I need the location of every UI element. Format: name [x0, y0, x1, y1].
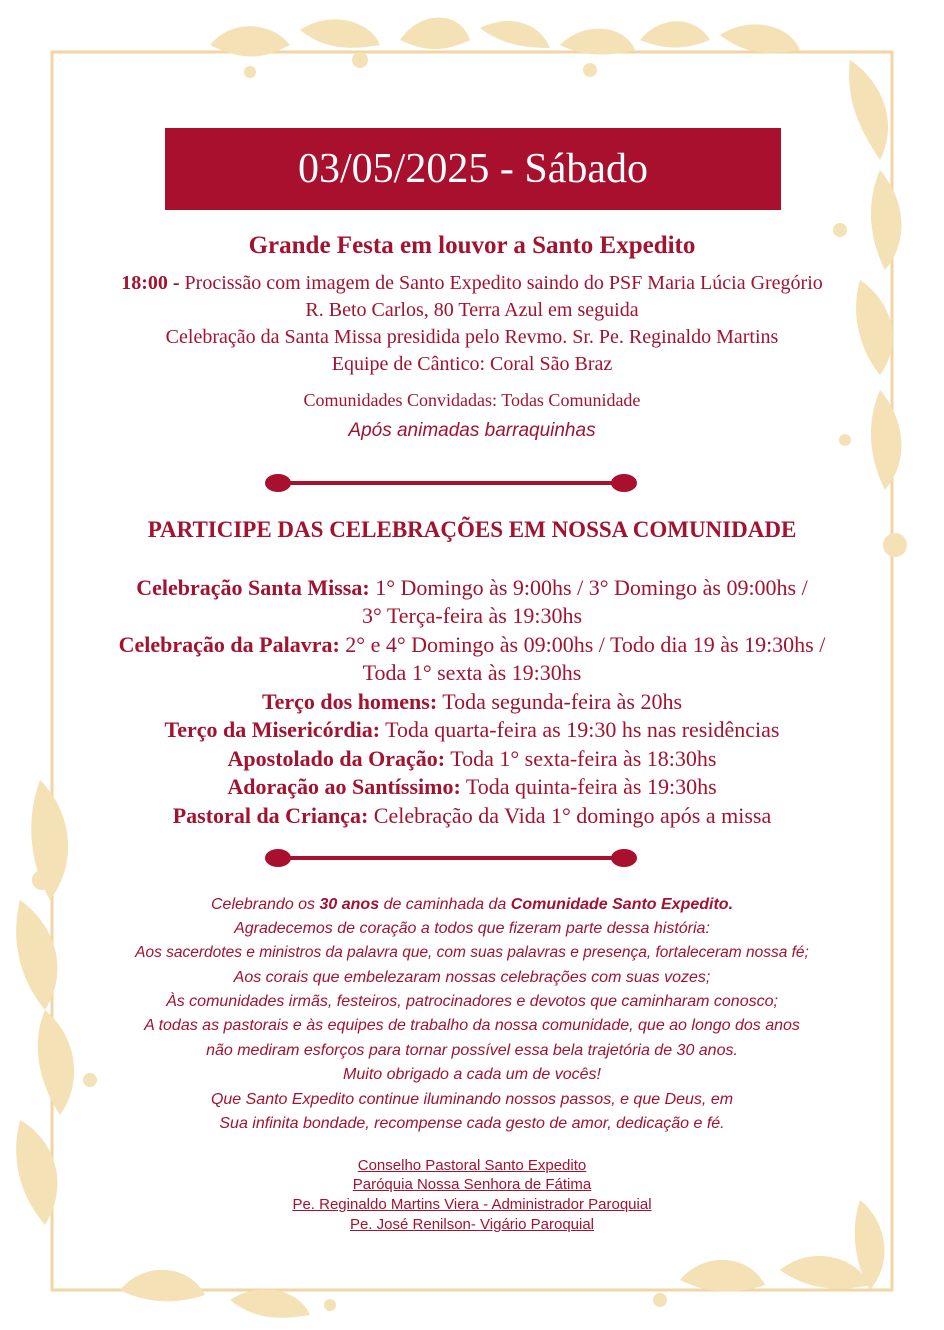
thanks-line5: Às comunidades irmãs, festeiros, patrocinadores e devotos que caminharam conosco;	[166, 993, 778, 1010]
thanks-line3: Aos sacerdotes e ministros da palavra que, com suas palavras e presença, fortaleceram nossa fé;	[135, 944, 809, 961]
thanks-line10: Sua infinita bondade, recompense cada gesto de amor, dedicação e fé.	[219, 1115, 725, 1132]
thanks-line6: A todas as pastorais e às equipes de trabalho da nossa comunidade, que ao longo dos anos	[144, 1017, 800, 1034]
signature-conselho[interactable]: Conselho Pastoral Santo Expedito	[357, 1157, 587, 1174]
sched-palavra: Celebração da Palavra: 2° e 4° Domingo às 09:00hs / Todo dia 19 às 19:30hs /	[118, 632, 826, 657]
thanks-line4: Aos corais que embelezaram nossas celebrações com suas vozes;	[233, 969, 711, 986]
signature-administrador[interactable]: Pe. Reginaldo Martins Viera - Administrador Paroquial	[292, 1196, 652, 1213]
divider-top	[262, 470, 640, 496]
festa-line3: Celebração da Santa Missa presidida pelo Revmo. Sr. Pe. Reginaldo Martins	[165, 326, 779, 348]
thanks-line9: Que Santo Expedito continue iluminando nossos passos, e que Deus, em	[210, 1091, 734, 1108]
sched-apostolado: Apostolado da Oração: Toda 1° sexta-feira às 18:30hs	[227, 746, 717, 771]
sched-missa-2: 3° Terça-feira às 19:30hs	[361, 603, 583, 628]
divider-bottom	[262, 845, 640, 871]
signature-vigario[interactable]: Pe. José Renilson- Vigário Paroquial	[349, 1216, 595, 1233]
festa-line1: 18:00 - Procissão com imagem de Santo Expedito saindo do PSF Maria Lúcia Gregório	[121, 272, 823, 294]
festa-time: 18:00 -	[121, 272, 180, 294]
thanks-line2: Agradecemos de coração a todos que fizeram parte dessa história:	[234, 920, 710, 937]
festa-communities: Comunidades Convidadas: Todas Comunidade	[303, 390, 641, 410]
date-banner: 03/05/2025 - Sábado	[165, 128, 781, 210]
festa-line4: Equipe de Cântico: Coral São Braz	[331, 353, 613, 375]
sched-adoracao: Adoração ao Santíssimo: Toda quinta-feira às 19:30hs	[227, 774, 717, 799]
thanks-line1: Celebrando os 30 anos de caminhada da Comunidade Santo Expedito.	[210, 896, 734, 913]
sched-missa: Celebração Santa Missa: 1° Domingo às 9:00hs / 3° Domingo às 09:00hs /	[136, 575, 808, 600]
sched-homens: Terço dos homens: Toda segunda-feira às 20hs	[261, 689, 683, 714]
thanks-line7: não mediram esforços para tornar possível essa bela trajetória de 30 anos.	[206, 1042, 738, 1059]
festa-after: Após animadas barraquinhas	[348, 420, 596, 441]
sched-misericordia: Terço da Misericórdia: Toda quarta-feira as 19:30 hs nas residências	[164, 717, 780, 742]
top-ornament	[210, 18, 800, 79]
festa-heading: Grande Festa em louvor a Santo Expedito	[248, 232, 696, 259]
signature-paroquia[interactable]: Paróquia Nossa Senhora de Fátima	[352, 1176, 592, 1193]
festa-line2: R. Beto Carlos, 80 Terra Azul em seguida	[305, 299, 639, 321]
sched-crianca: Pastoral da Criança: Celebração da Vida 1° domingo após a missa	[172, 803, 772, 828]
thanks-line8: Muito obrigado a cada um de vocês!	[343, 1066, 601, 1083]
sched-palavra-2: Toda 1° sexta às 19:30hs	[362, 660, 582, 685]
participe-heading: PARTICIPE DAS CELEBRAÇÕES EM NOSSA COMUNIDADE	[147, 517, 797, 542]
